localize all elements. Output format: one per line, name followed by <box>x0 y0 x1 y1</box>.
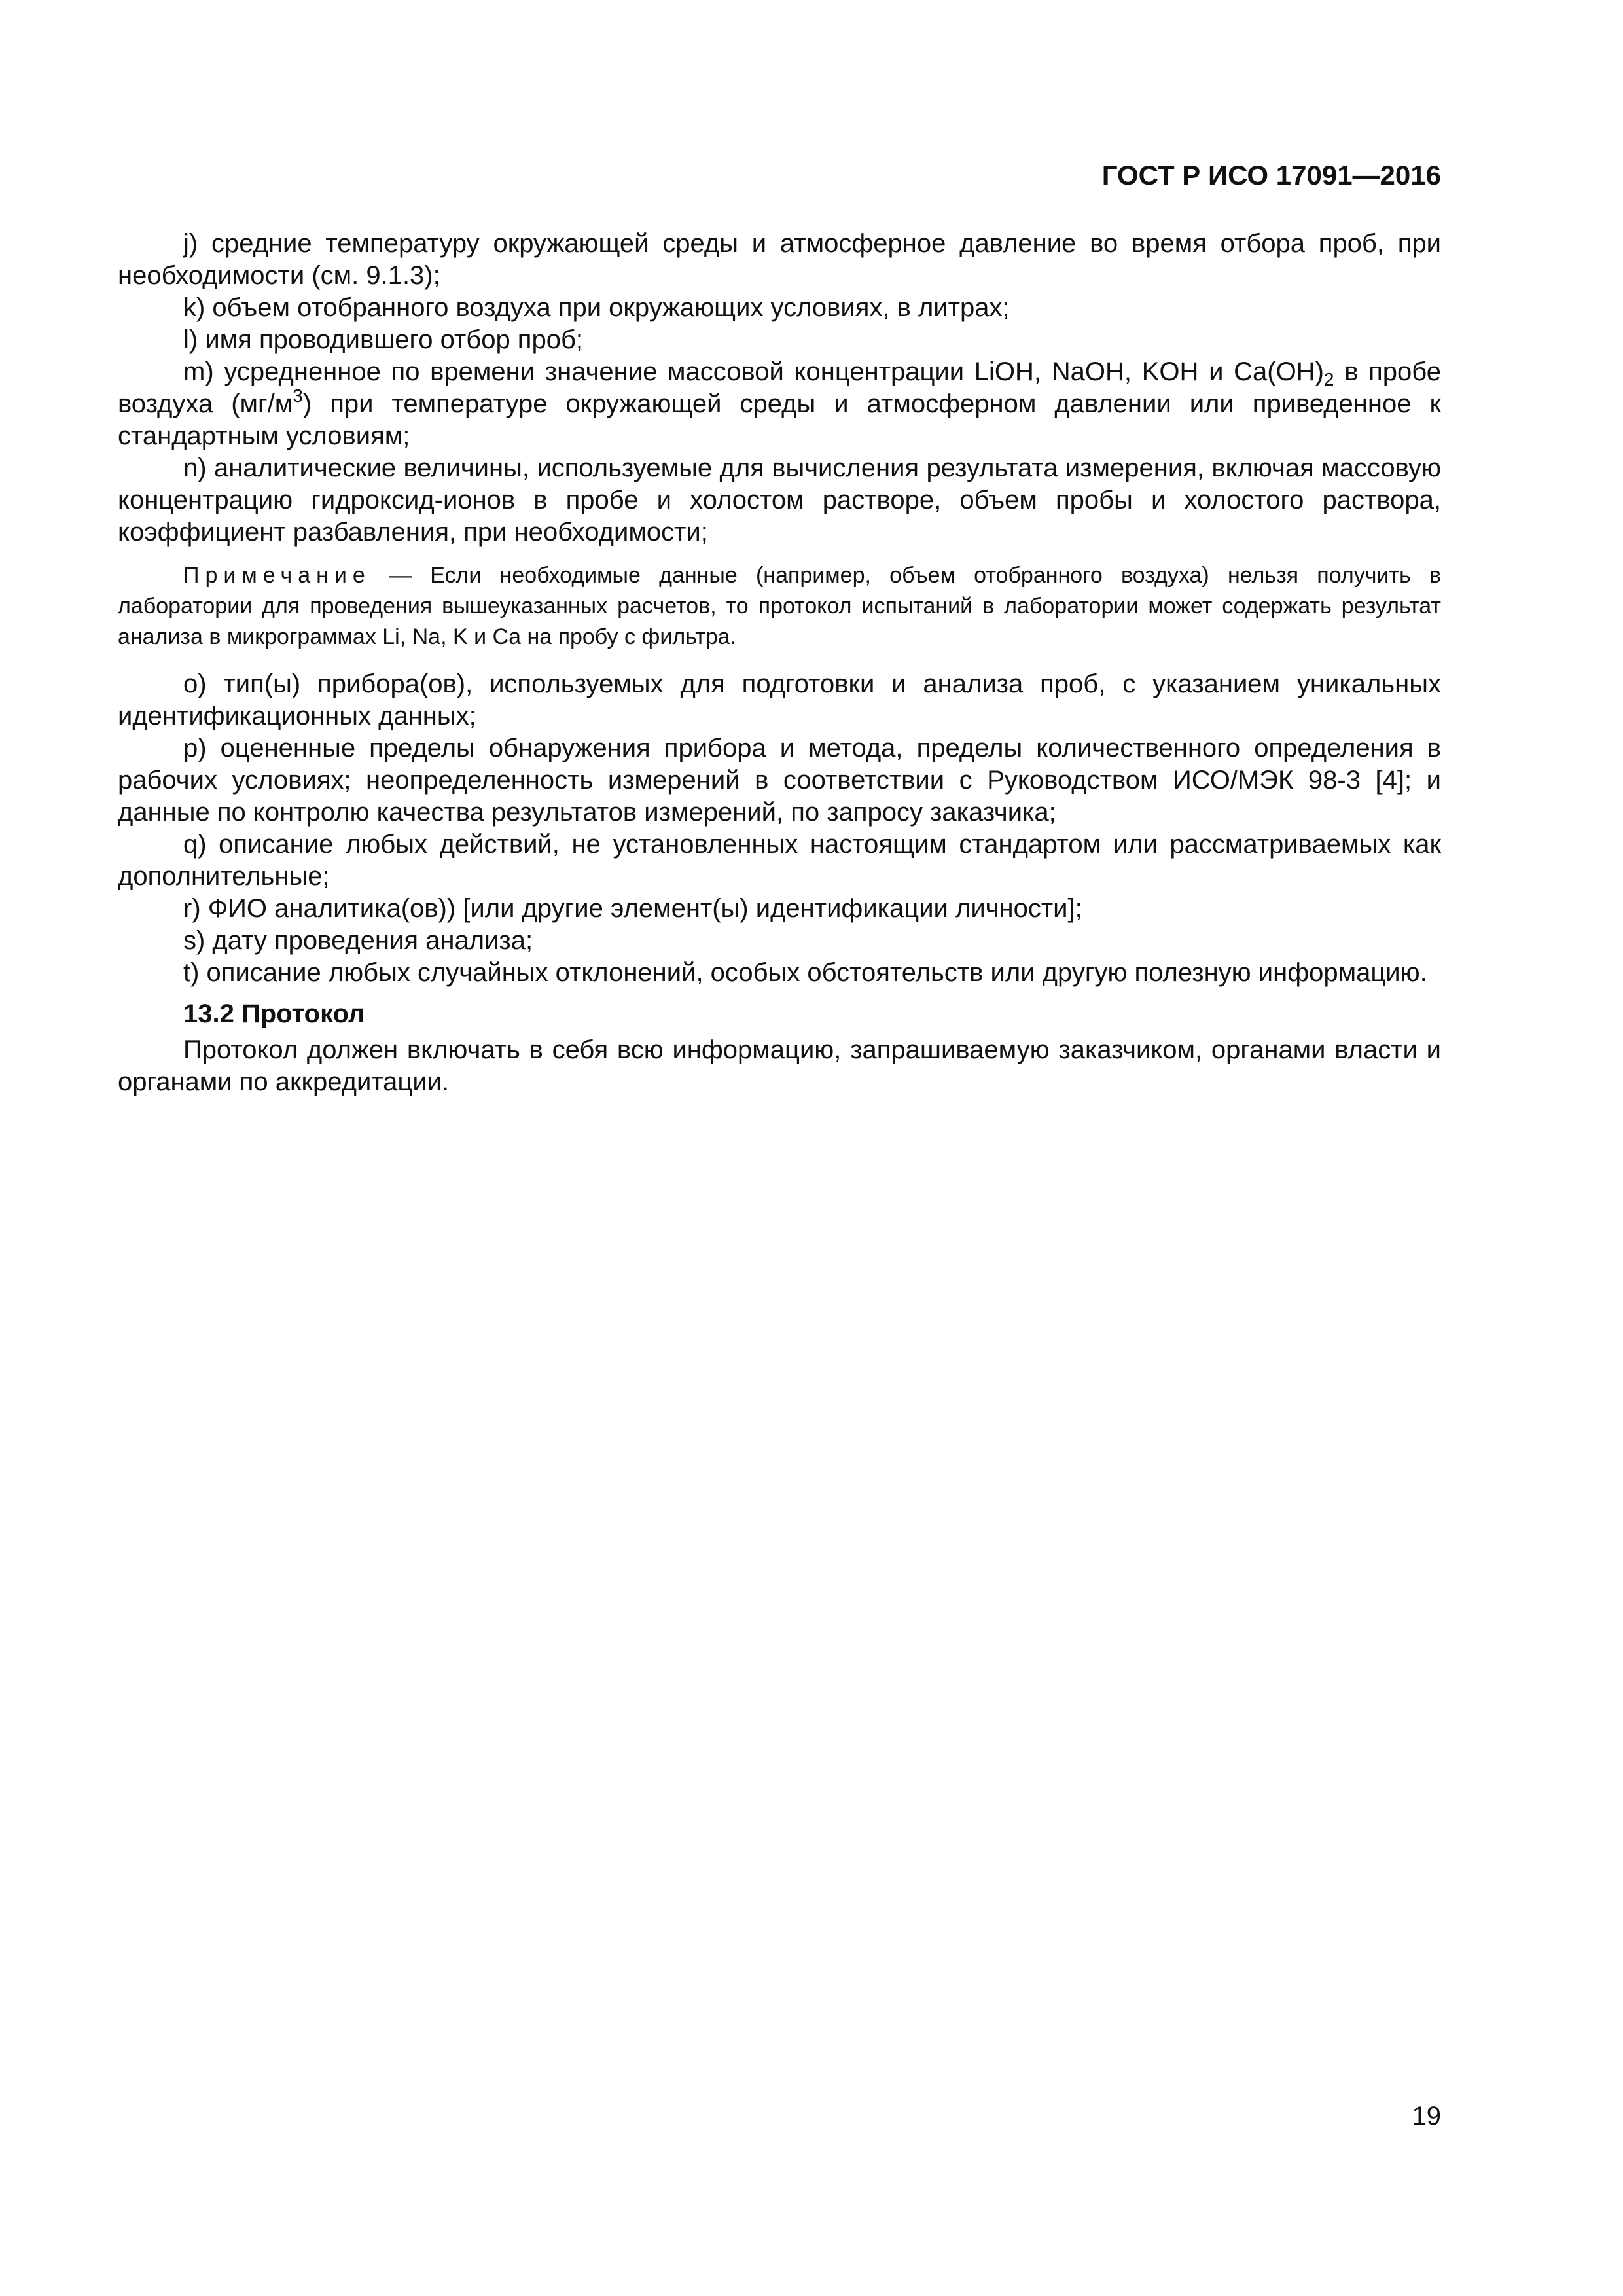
superscript: 3 <box>293 386 303 406</box>
list-item-p: p) оцененные пределы обнаружения прибора и метода, пределы количественного определения в рабочих условиях; неопределенность измерений в соответствии с Руководством ИСО/МЭК 98-3 [4]; и данные по контролю качества результатов измерений, по запросу заказчика; <box>118 734 1441 827</box>
list-item-s: s) дату проведения анализа; <box>183 926 533 955</box>
document-designation: ГОСТ Р ИСО 17091—2016 <box>1101 160 1441 190</box>
list-item-m-text-3: ) при температуре окружающей среды и атмосферном давлении или приведенное к стандартным условиям; <box>118 389 1441 450</box>
note <box>118 560 1441 653</box>
list-item-m-text-1: m) усредненное по времени значение массовой концентрации LiOH, NaOH, KOH и Ca(OH) <box>183 357 1324 386</box>
note-text: — Если необходимые данные (например, объем отобранного воздуха) нельзя получить в лаборатории для проведения вышеуказанных расчетов, то протокол испытаний в лаборатории может содержать результат анализа в микрограммах Li, Na, K и Ca на пробу с фильтра. <box>118 563 1441 649</box>
list-item-o: o) тип(ы) прибора(ов), используемых для подготовки и анализа проб, с указанием уникальных идентификационных данных; <box>118 670 1441 730</box>
list-item-l: l) имя проводившего отбор проб; <box>183 325 583 354</box>
page-body <box>118 228 1441 1098</box>
list-item-m <box>118 356 1441 452</box>
list-item-n: n) аналитические величины, используемые для вычисления результата измерения, включая массовую концентрацию гидроксид-ионов в пробе и холостом растворе, объем пробы и холостого раствора, коэффициент разбавления, при необходимости; <box>118 454 1441 547</box>
list-item-t: t) описание любых случайных отклонений, особых обстоятельств или другую полезную информацию. <box>183 958 1427 987</box>
note-label: Примечание <box>183 563 371 588</box>
list-item-q: q) описание любых действий, не установленных настоящим стандартом или рассматриваемых как дополнительные; <box>118 830 1441 891</box>
section-body: Протокол должен включать в себя всю информацию, запрашиваемую заказчиком, органами власти и органами по аккредитации. <box>118 1035 1441 1096</box>
list-item-k: k) объем отобранного воздуха при окружающих условиях, в литрах; <box>183 293 1010 322</box>
list-item-m-text-2: в пробе воздуха (мг/м <box>118 357 1442 418</box>
subscript: 2 <box>1323 369 1334 389</box>
section-heading: 13.2 Протокол <box>183 999 365 1028</box>
list-item-j: j) средние температуру окружающей среды и атмосферное давление во время отбора проб, при необходимости (см. 9.1.3); <box>118 229 1441 290</box>
list-item-r: r) ФИО аналитика(ов)) [или другие элемент(ы) идентификации личности]; <box>183 894 1082 923</box>
page-number: 19 <box>1412 2102 1441 2130</box>
